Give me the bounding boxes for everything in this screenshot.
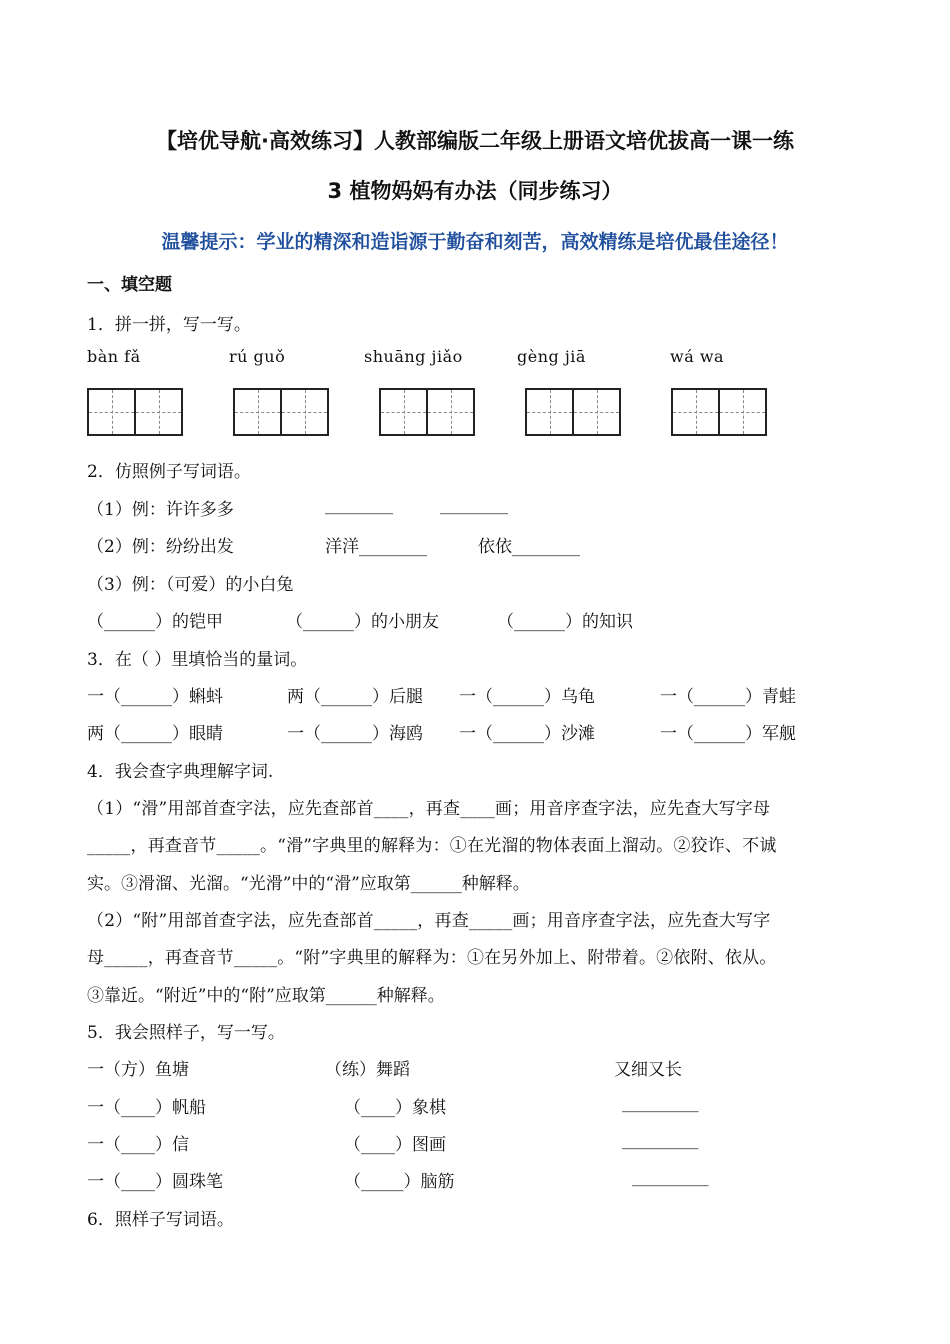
q5-blank[interactable]: （____）象棋 bbox=[344, 1098, 446, 1118]
writing-grid[interactable] bbox=[379, 388, 475, 436]
question-1-prompt: 1．拼一拼，写一写。 bbox=[87, 315, 251, 335]
pinyin-3: shuāng jiǎo bbox=[364, 347, 463, 366]
q2-blank[interactable]: ________ bbox=[325, 495, 393, 515]
q4-part1-line: （1）“滑”用部首查字法，应先查部首____，再查____画；用音序查字法，应先查大写字母 bbox=[87, 799, 771, 819]
question-6-prompt: 6．照样子写词语。 bbox=[87, 1210, 234, 1230]
warm-tip: 温馨提示：学业的精深和造诣源于勤奋和刻苦，高效精练是培优最佳途径！ bbox=[161, 231, 789, 253]
q4-part2-line: ③靠近。“附近”中的“附”应取第______种解释。 bbox=[87, 986, 445, 1006]
q2-blank[interactable]: ________ bbox=[440, 495, 508, 515]
q2-blank[interactable]: （______）的小朋友 bbox=[286, 612, 439, 632]
page-title: 【培优导航·高效练习】人教部编版二年级上册语文培优拔高一课一练 bbox=[156, 129, 794, 153]
q5-example: 一（方）鱼塘 bbox=[87, 1060, 189, 1080]
writing-grid[interactable] bbox=[87, 388, 183, 436]
q2-blank[interactable]: 依依________ bbox=[478, 537, 580, 557]
q4-part1-line: _____，再查音节_____。“滑”字典里的解释为：①在光溜的物体表面上溜动。②狡诈、不诚 bbox=[87, 836, 777, 856]
q3-blank[interactable]: 两（______）后腿 bbox=[287, 687, 423, 707]
q5-blank[interactable]: _________ bbox=[632, 1167, 709, 1187]
q5-blank[interactable]: _________ bbox=[622, 1130, 699, 1150]
q5-blank[interactable]: （____）图画 bbox=[344, 1135, 446, 1155]
pinyin-2: rú guǒ bbox=[229, 347, 286, 366]
writing-grid[interactable] bbox=[233, 388, 329, 436]
q2-example-3: （3）例：（可爱）的小白兔 bbox=[87, 575, 294, 595]
q2-blank[interactable]: 洋洋________ bbox=[325, 537, 427, 557]
q2-example-1: （1）例：许许多多 bbox=[87, 500, 234, 520]
q4-part2-line: （2）“附”用部首查字法，应先查部首_____，再查_____画；用音序查字法，应先查大写字 bbox=[87, 911, 771, 931]
writing-grid[interactable] bbox=[525, 388, 621, 436]
q5-blank[interactable]: _________ bbox=[622, 1093, 699, 1113]
pinyin-4: gèng jiā bbox=[517, 347, 586, 366]
q2-blank[interactable]: （______）的铠甲 bbox=[87, 612, 223, 632]
q3-blank[interactable]: 一（______）海鸥 bbox=[287, 724, 423, 744]
q3-blank[interactable]: 一（______）沙滩 bbox=[459, 724, 595, 744]
question-5-prompt: 5．我会照样子，写一写。 bbox=[87, 1023, 285, 1043]
q5-blank[interactable]: （_____）脑筋 bbox=[344, 1172, 455, 1192]
q3-blank[interactable]: 一（______）军舰 bbox=[660, 724, 796, 744]
question-2-prompt: 2．仿照例子写词语。 bbox=[87, 462, 251, 482]
page-subtitle: 3 植物妈妈有办法（同步练习） bbox=[327, 179, 623, 203]
q5-blank[interactable]: 一（____）信 bbox=[87, 1135, 189, 1155]
q2-example-2: （2）例：纷纷出发 bbox=[87, 537, 234, 557]
q3-blank[interactable]: 一（______）蝌蚪 bbox=[87, 687, 223, 707]
q3-blank[interactable]: 一（______）青蛙 bbox=[660, 687, 796, 707]
question-4-prompt: 4．我会查字典理解字词. bbox=[87, 762, 274, 782]
q5-blank[interactable]: 一（____）圆珠笔 bbox=[87, 1172, 223, 1192]
q4-part1-line: 实。③滑溜、光溜。“光滑”中的“滑”应取第______种解释。 bbox=[87, 874, 530, 894]
writing-grid[interactable] bbox=[671, 388, 767, 436]
q4-part2-line: 母_____，再查音节_____。“附”字典里的解释为：①在另外加上、附带着。②依附、依从。 bbox=[87, 948, 777, 968]
q5-example: 又细又长 bbox=[614, 1060, 682, 1080]
section-heading: 一、填空题 bbox=[87, 275, 172, 295]
q3-blank[interactable]: 两（______）眼睛 bbox=[87, 724, 223, 744]
question-3-prompt: 3．在（ ）里填恰当的量词。 bbox=[87, 650, 308, 670]
pinyin-1: bàn fǎ bbox=[87, 347, 141, 366]
q2-blank[interactable]: （______）的知识 bbox=[497, 612, 633, 632]
q3-blank[interactable]: 一（______）乌龟 bbox=[459, 687, 595, 707]
q5-example: （练）舞蹈 bbox=[325, 1060, 410, 1080]
q5-blank[interactable]: 一（____）帆船 bbox=[87, 1098, 206, 1118]
pinyin-5: wá wa bbox=[670, 347, 725, 366]
